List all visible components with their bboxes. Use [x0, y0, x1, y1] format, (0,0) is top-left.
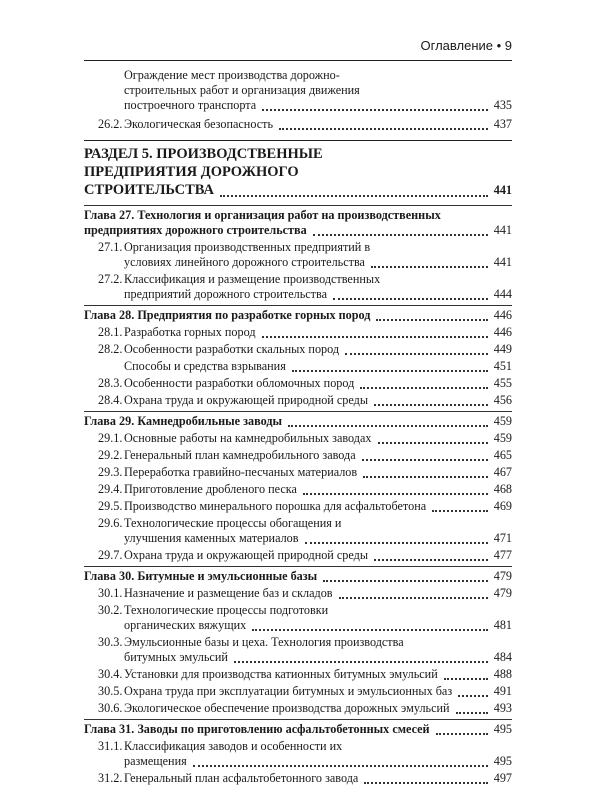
toc-chapter[interactable]	[84, 305, 512, 323]
toc-entry-text: Охрана труда при эксплуатации битумных и эмульсионных баз	[124, 684, 453, 698]
toc-entry[interactable]	[84, 548, 512, 563]
toc-page-number: 481	[493, 618, 512, 632]
toc-page-number: 497	[493, 771, 512, 785]
toc-page-number: 449	[493, 342, 512, 356]
toc-entry[interactable]	[84, 393, 512, 408]
toc-entry-text: Технологические процессы подготовки органических вяжущих	[124, 603, 329, 632]
toc-entry-number: 29.1.	[98, 431, 123, 445]
leader-dots	[288, 425, 488, 427]
toc-page-number: 468	[493, 482, 512, 496]
table-of-contents	[84, 68, 512, 788]
toc-page-number: 459	[493, 431, 512, 445]
toc-entry-text: Особенности разработки скальных пород	[124, 342, 340, 356]
leader-dots	[303, 493, 488, 495]
toc-entry-number: 27.2.	[98, 272, 123, 286]
toc-page-number: 455	[493, 376, 512, 390]
toc-page-number: 479	[493, 586, 512, 600]
toc-entry[interactable]	[84, 635, 512, 665]
leader-dots	[252, 629, 488, 631]
toc-entry-number: 29.5.	[98, 499, 123, 513]
toc-entry-text: Ограждение мест производства дорожно-строительных работ и организация движения построечного транспорта	[124, 68, 360, 112]
toc-page-number: 456	[493, 393, 512, 407]
toc-entry-text: Приготовление дробленого песка	[124, 482, 297, 496]
leader-dots	[313, 234, 488, 236]
toc-page-number: 471	[493, 531, 512, 545]
leader-dots	[360, 387, 487, 389]
toc-entry[interactable]	[84, 516, 512, 546]
toc-entry-text: Особенности разработки обломочных пород	[124, 376, 355, 390]
leader-dots	[279, 128, 488, 130]
leader-dots	[333, 298, 488, 300]
leader-dots	[345, 353, 488, 355]
toc-entry-number: 29.6.	[98, 516, 123, 530]
toc-entry[interactable]	[84, 586, 512, 601]
leader-dots	[292, 370, 488, 372]
toc-chapter[interactable]	[84, 411, 512, 429]
toc-entry-text: Классификация и размещение производственных предприятий дорожного строительства	[124, 272, 381, 301]
toc-entry-number: 29.7.	[98, 548, 123, 562]
toc-page-number: 441	[493, 183, 512, 197]
toc-entry-number: 29.4.	[98, 482, 123, 496]
leader-dots	[262, 336, 488, 338]
leader-dots	[458, 695, 488, 697]
toc-entry[interactable]	[84, 448, 512, 463]
toc-section-heading[interactable]	[84, 140, 512, 199]
toc-entry-number: 30.4.	[98, 667, 123, 681]
toc-entry-text: Способы и средства взрывания	[124, 359, 286, 373]
toc-entry-number: 30.1.	[98, 586, 123, 600]
toc-entry-text: Генеральный план асфальтобетонного завода	[124, 771, 359, 785]
toc-entry[interactable]	[84, 117, 512, 132]
leader-dots	[363, 476, 488, 478]
leader-dots	[456, 712, 488, 714]
toc-entry[interactable]	[84, 684, 512, 699]
toc-page-number: 437	[493, 117, 512, 131]
toc-page-number: 477	[493, 548, 512, 562]
toc-entry-number: 30.3.	[98, 635, 123, 649]
toc-page-number: 446	[493, 308, 512, 322]
toc-entry[interactable]	[84, 465, 512, 480]
chapter-title: Глава 28. Предприятия по разработке горных пород	[84, 308, 371, 322]
leader-dots	[374, 404, 488, 406]
toc-entry[interactable]	[84, 325, 512, 340]
toc-entry-text: Технологические процессы обогащения и улучшения каменных материалов	[124, 516, 342, 545]
toc-entry-text: Назначение и размещение баз и складов	[124, 586, 333, 600]
toc-entry-text: Разработка горных пород	[124, 325, 256, 339]
toc-entry-number: 30.6.	[98, 701, 123, 715]
toc-entry[interactable]	[84, 701, 512, 716]
toc-page-number: 459	[493, 414, 512, 428]
toc-entry-number: 29.2.	[98, 448, 123, 462]
chapter-title: Глава 30. Битумные и эмульсионные базы	[84, 569, 318, 583]
toc-entry-text: Установки для производства катионных битумных эмульсий	[124, 667, 438, 681]
toc-entry-number: 30.5.	[98, 684, 123, 698]
leader-dots	[234, 661, 488, 663]
toc-entry-number: 28.3.	[98, 376, 123, 390]
toc-entry-number: 31.2.	[98, 771, 123, 785]
chapter-title: Глава 29. Камнедробильные заводы	[84, 414, 282, 428]
toc-page-number: 467	[493, 465, 512, 479]
toc-entry[interactable]	[84, 482, 512, 497]
toc-entry-text: Организация производственных предприятий в условиях линейного дорожного строительства	[124, 240, 371, 269]
toc-page-number: 493	[493, 701, 512, 715]
toc-entry[interactable]	[84, 376, 512, 391]
toc-page-number: 451	[493, 359, 512, 373]
toc-page-number: 435	[493, 98, 512, 112]
toc-entry-text: Эмульсионные базы и цеха. Технология производства битумных эмульсий	[124, 635, 404, 664]
leader-dots	[305, 542, 488, 544]
toc-page-number: 495	[493, 722, 512, 736]
leader-dots	[220, 195, 488, 197]
leader-dots	[376, 319, 487, 321]
toc-entry-number: 30.2.	[98, 603, 123, 617]
toc-entry-text: Классификация заводов и особенности их размещения	[124, 739, 343, 768]
toc-entry[interactable]	[84, 342, 512, 357]
header-title: Оглавление • 9	[420, 38, 512, 53]
section-title: РАЗДЕЛ 5. ПРОИЗВОДСТВЕННЫЕ ПРЕДПРИЯТИЯ ДОРОЖНОГО СТРОИТЕЛЬСТВА	[84, 146, 323, 198]
toc-entry[interactable]	[84, 431, 512, 446]
leader-dots	[362, 459, 488, 461]
toc-entry[interactable]	[84, 499, 512, 514]
toc-entry-text: Охрана труда и окружающей природной среды	[124, 548, 369, 562]
leader-dots	[262, 109, 488, 111]
toc-entry[interactable]	[84, 240, 512, 270]
leader-dots	[436, 733, 488, 735]
leader-dots	[364, 782, 487, 784]
leader-dots	[374, 559, 488, 561]
toc-entry-number: 26.2.	[98, 117, 123, 131]
leader-dots	[371, 266, 488, 268]
toc-page-number: 444	[493, 287, 512, 301]
toc-entry-text: Экологическое обеспечение производства дорожных эмульсий	[124, 701, 450, 715]
toc-entry-text: Производство минерального порошка для асфальтобетона	[124, 499, 427, 513]
toc-page-number: 495	[493, 754, 512, 768]
running-header	[84, 38, 512, 61]
toc-page-number: 465	[493, 448, 512, 462]
leader-dots	[444, 678, 488, 680]
leader-dots	[432, 510, 488, 512]
toc-entry-number: 28.1.	[98, 325, 123, 339]
toc-page-number: 484	[493, 650, 512, 664]
toc-entry[interactable]	[84, 739, 512, 769]
toc-entry-text: Экологическая безопасность	[124, 117, 274, 131]
toc-entry[interactable]	[84, 359, 512, 374]
toc-entry[interactable]	[84, 68, 512, 113]
chapter-title: Глава 31. Заводы по приготовлению асфальтобетонных смесей	[84, 722, 430, 736]
toc-page-number: 469	[493, 499, 512, 513]
toc-page-number: 488	[493, 667, 512, 681]
leader-dots	[193, 765, 488, 767]
toc-entry[interactable]	[84, 272, 512, 302]
toc-entry-text: Переработка гравийно-песчаных материалов	[124, 465, 358, 479]
toc-chapter[interactable]	[84, 205, 512, 238]
toc-entry-number: 28.4.	[98, 393, 123, 407]
leader-dots	[339, 597, 488, 599]
chapter-title: Глава 27. Технология и организация работ на производственных предприятиях дорожного строительства	[84, 208, 441, 237]
toc-entry-text: Основные работы на камнедробильных заводах	[124, 431, 372, 445]
toc-chapter[interactable]	[84, 566, 512, 584]
toc-entry-text: Генеральный план камнедробильного завода	[124, 448, 356, 462]
toc-entry-number: 29.3.	[98, 465, 123, 479]
toc-entry-number: 28.2.	[98, 342, 123, 356]
toc-entry-number: 31.1.	[98, 739, 123, 753]
toc-entry[interactable]	[84, 603, 512, 633]
toc-page-number: 446	[493, 325, 512, 339]
toc-entry[interactable]	[84, 667, 512, 682]
toc-page-number: 479	[493, 569, 512, 583]
toc-page-number: 441	[493, 255, 512, 269]
leader-dots	[378, 442, 488, 444]
toc-entry-text: Охрана труда и окружающей природной среды	[124, 393, 369, 407]
toc-page-number: 441	[493, 223, 512, 237]
toc-page-number: 491	[493, 684, 512, 698]
toc-entry-number: 27.1.	[98, 240, 123, 254]
toc-chapter[interactable]	[84, 719, 512, 737]
toc-entry[interactable]	[84, 771, 512, 786]
leader-dots	[323, 580, 488, 582]
